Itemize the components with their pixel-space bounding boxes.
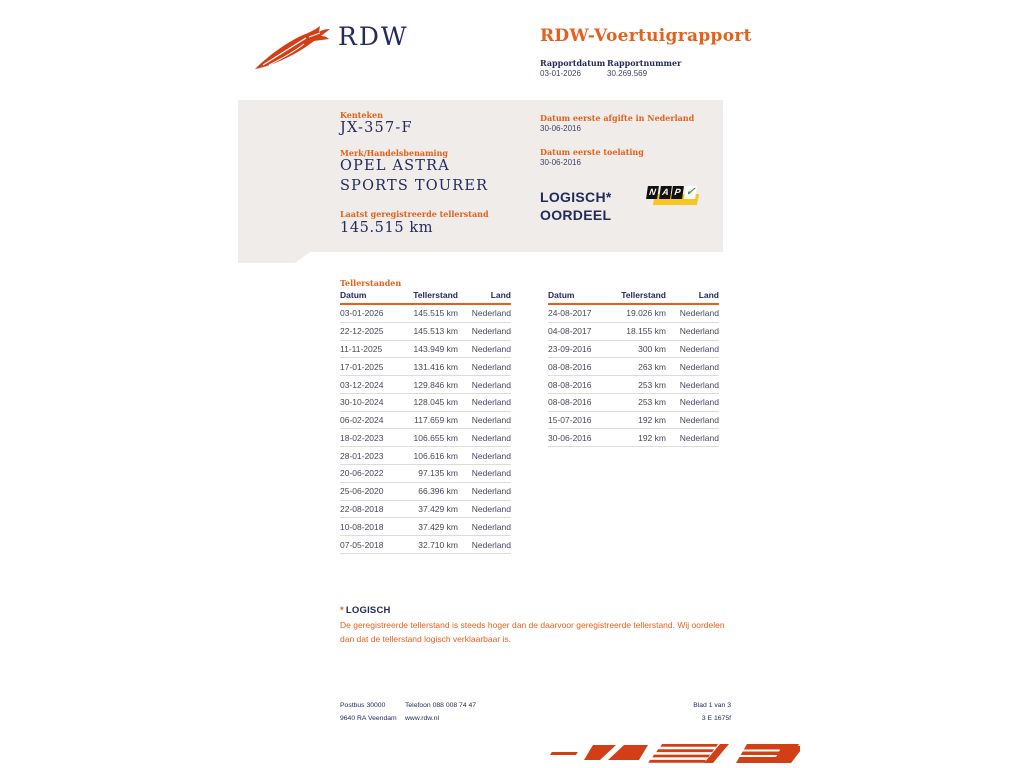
table-row — [340, 429, 511, 447]
table-row — [340, 340, 511, 358]
footer-address-line2: 9640 RA Veendam — [340, 715, 397, 722]
footnote-asterisk: * — [340, 605, 344, 616]
nap-check-icon: ✓ — [684, 186, 696, 198]
odometer-table-left — [340, 290, 511, 554]
footer-website: www.rdw.nl — [405, 715, 439, 722]
table-cell: 07-05-2018 — [340, 536, 402, 554]
merk-label: Merk/Handelsbenaming — [340, 148, 449, 158]
merk-line1: OPEL ASTRA — [340, 158, 450, 174]
report-number-label: Rapportnummer — [607, 58, 682, 68]
table-cell: 23-09-2016 — [548, 340, 610, 358]
table-cell: Nederland — [458, 518, 511, 536]
table-row — [548, 304, 719, 322]
table-cell: Nederland — [666, 429, 719, 447]
first-issue-label: Datum eerste afgifte in Nederland — [540, 113, 695, 123]
table-cell: Nederland — [458, 429, 511, 447]
column-header-datum: Datum — [548, 290, 610, 304]
table-cell: 19.026 km — [610, 304, 666, 322]
table-cell: 253 km — [610, 393, 666, 411]
verdict-text — [540, 188, 612, 224]
table-cell: 32.710 km — [402, 536, 458, 554]
column-header-datum: Datum — [340, 290, 402, 304]
footer-form-code: 3 E 1675f — [701, 715, 731, 722]
odometer-table-right-header — [548, 290, 719, 304]
table-row — [340, 465, 511, 483]
table-cell: 192 km — [610, 411, 666, 429]
table-cell: 20-06-2022 — [340, 465, 402, 483]
first-admission-value: 30-06-2016 — [540, 158, 581, 167]
table-cell: 04-08-2017 — [548, 322, 610, 340]
table-cell: 22-08-2018 — [340, 500, 402, 518]
table-cell: 18.155 km — [610, 322, 666, 340]
table-row — [340, 536, 511, 554]
table-cell: 03-12-2024 — [340, 376, 402, 394]
table-cell: 10-08-2018 — [340, 518, 402, 536]
odometer-table-left-body — [340, 304, 511, 553]
table-cell: 25-06-2020 — [340, 482, 402, 500]
table-cell: 117.659 km — [402, 411, 458, 429]
first-admission-label: Datum eerste toelating — [540, 147, 644, 157]
table-row — [340, 500, 511, 518]
table-cell: Nederland — [666, 322, 719, 340]
table-cell: Nederland — [666, 304, 719, 322]
verdict-line2: OORDEEL — [540, 207, 612, 223]
nap-letter-p: P — [671, 186, 684, 199]
table-cell: 11-11-2025 — [340, 340, 402, 358]
footnote-heading — [340, 605, 391, 616]
table-cell: 143.949 km — [402, 340, 458, 358]
table-cell: 192 km — [610, 429, 666, 447]
table-cell: Nederland — [458, 358, 511, 376]
table-cell: Nederland — [458, 465, 511, 483]
table-cell: 17-01-2025 — [340, 358, 402, 376]
table-cell: 15-07-2016 — [548, 411, 610, 429]
table-row — [548, 340, 719, 358]
report-date-value: 03-01-2026 — [540, 69, 581, 78]
table-cell: 28-01-2023 — [340, 447, 402, 465]
table-cell: Nederland — [458, 536, 511, 554]
table-cell: 30-06-2016 — [548, 429, 610, 447]
table-cell: Nederland — [458, 322, 511, 340]
kenteken-label: Kenteken — [340, 110, 383, 120]
footer-address — [340, 699, 397, 725]
table-cell: 37.429 km — [402, 518, 458, 536]
report-date-label: Rapportdatum — [540, 58, 606, 68]
column-header-land: Land — [666, 290, 719, 304]
rdw-stripes-graphic — [548, 739, 800, 766]
table-cell: 08-08-2016 — [548, 393, 610, 411]
rdw-logo-text: RDW — [338, 22, 409, 51]
table-cell: Nederland — [458, 411, 511, 429]
table-cell: Nederland — [458, 304, 511, 322]
column-header-tellerstand: Tellerstand — [610, 290, 666, 304]
last-odometer-value: 145.515 km — [340, 220, 434, 236]
table-row — [340, 393, 511, 411]
table-cell: 18-02-2023 — [340, 429, 402, 447]
last-odometer-label: Laatst geregistreerde tellerstand — [340, 209, 489, 219]
table-row — [340, 447, 511, 465]
table-row — [340, 411, 511, 429]
table-row — [548, 376, 719, 394]
table-cell: 106.616 km — [402, 447, 458, 465]
footer-phone: Telefoon 088 008 74 47 — [405, 702, 477, 709]
table-row — [340, 304, 511, 322]
table-cell: Nederland — [458, 500, 511, 518]
table-row — [340, 358, 511, 376]
page-title: RDW-Voertuigrapport — [540, 26, 752, 46]
table-row — [340, 322, 511, 340]
table-cell: Nederland — [458, 447, 511, 465]
merk-line2: SPORTS TOURER — [340, 178, 489, 194]
table-cell: Nederland — [666, 376, 719, 394]
table-cell: 66.396 km — [402, 482, 458, 500]
table-cell: 08-08-2016 — [548, 358, 610, 376]
table-row — [340, 376, 511, 394]
table-row — [548, 411, 719, 429]
verdict-line1: LOGISCH* — [540, 189, 612, 205]
table-cell: Nederland — [458, 340, 511, 358]
table-cell: 30-10-2024 — [340, 393, 402, 411]
table-row — [548, 358, 719, 376]
first-issue-value: 30-06-2016 — [540, 124, 581, 133]
table-cell: Nederland — [458, 376, 511, 394]
table-row — [548, 429, 719, 447]
table-row — [548, 322, 719, 340]
table-cell: Nederland — [458, 482, 511, 500]
table-cell: 145.515 km — [402, 304, 458, 322]
table-cell: 106.655 km — [402, 429, 458, 447]
nap-letter-n: N — [646, 186, 659, 199]
report-number-value: 30.269.569 — [607, 69, 648, 78]
table-cell: 22-12-2025 — [340, 322, 402, 340]
table-cell: 129.846 km — [402, 376, 458, 394]
rdw-feather-icon — [253, 25, 333, 71]
table-cell: Nederland — [666, 340, 719, 358]
table-cell: 37.429 km — [402, 500, 458, 518]
table-cell: Nederland — [666, 358, 719, 376]
footer-contact — [405, 699, 476, 725]
table-cell: 131.416 km — [402, 358, 458, 376]
table-cell: 128.045 km — [402, 393, 458, 411]
footer-address-line1: Postbus 30000 — [340, 702, 386, 709]
footnote-text: De geregistreerde tellerstand is steeds hoger dan de daarvoor geregistreerde tellerstand. Wij oordelen dan dat de tellerstand logisch verklaarbaar is. — [340, 620, 725, 644]
odometer-table-right — [548, 290, 719, 447]
footer-page-info — [636, 699, 731, 725]
nap-odometer-check-logo — [647, 184, 699, 210]
odometer-table-right-body — [548, 304, 719, 447]
table-row — [340, 482, 511, 500]
odometer-section-title: Tellerstanden — [340, 278, 402, 288]
table-cell: Nederland — [666, 411, 719, 429]
odometer-table-left-header — [340, 290, 511, 304]
table-row — [548, 393, 719, 411]
table-cell: Nederland — [666, 393, 719, 411]
nap-letter-a: A — [659, 186, 672, 199]
column-header-land: Land — [458, 290, 511, 304]
kenteken-value: JX-357-F — [340, 120, 413, 136]
table-cell: 03-01-2026 — [340, 304, 402, 322]
column-header-tellerstand: Tellerstand — [402, 290, 458, 304]
footnote-heading-text: LOGISCH — [345, 605, 391, 616]
table-cell: 263 km — [610, 358, 666, 376]
table-cell: 253 km — [610, 376, 666, 394]
table-cell: 300 km — [610, 340, 666, 358]
table-cell: 24-08-2017 — [548, 304, 610, 322]
footer-page-indicator: Blad 1 van 3 — [693, 702, 731, 709]
table-cell: 97.135 km — [402, 465, 458, 483]
table-cell: Nederland — [458, 393, 511, 411]
table-cell: 06-02-2024 — [340, 411, 402, 429]
table-row — [340, 518, 511, 536]
table-cell: 08-08-2016 — [548, 376, 610, 394]
table-cell: 145.513 km — [402, 322, 458, 340]
